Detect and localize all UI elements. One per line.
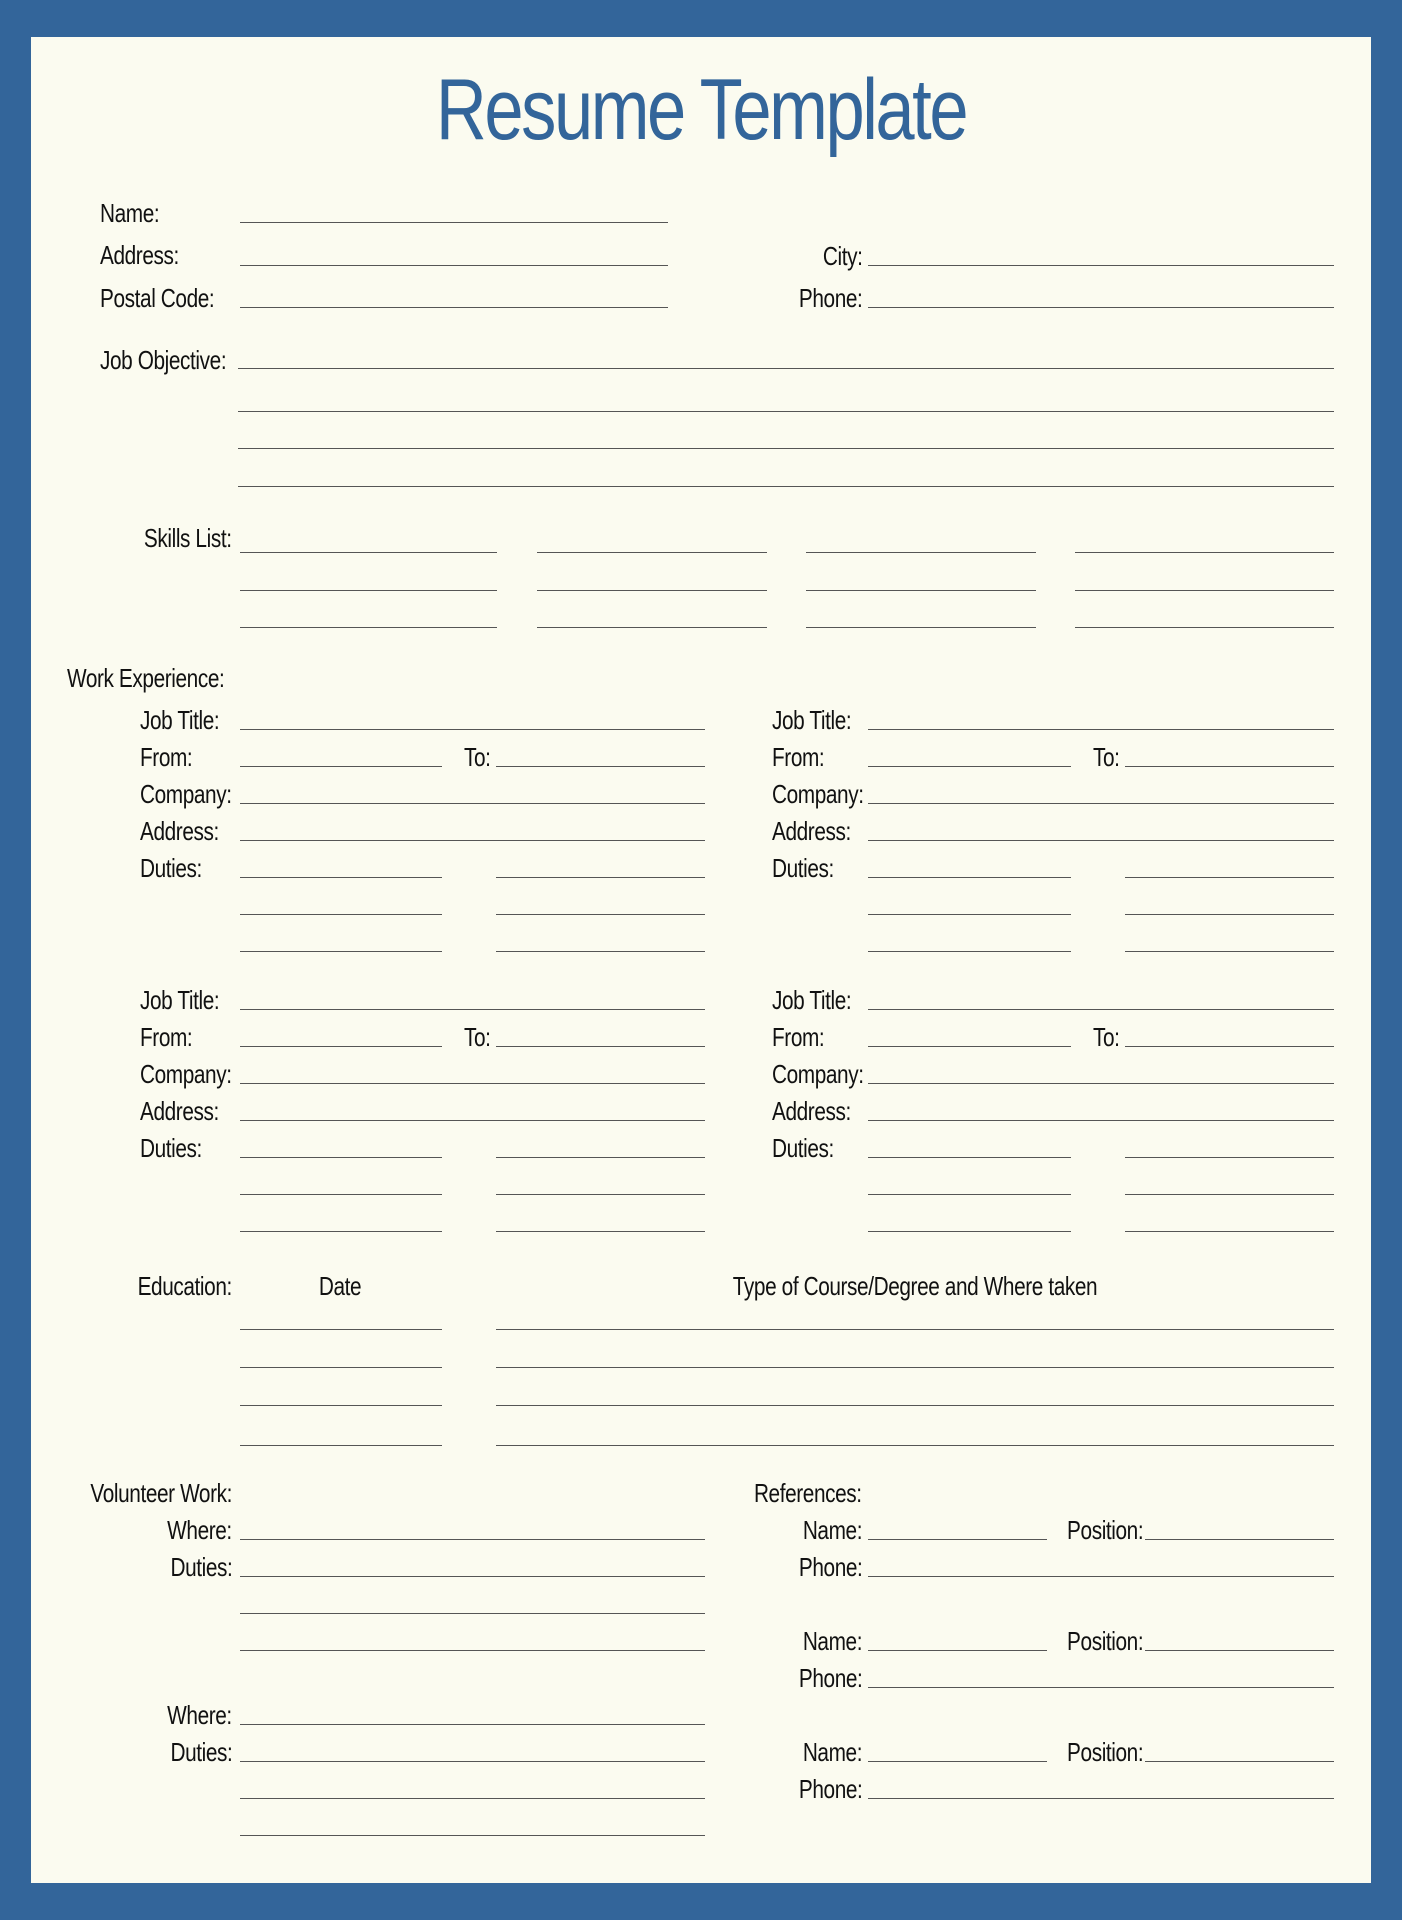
postal-code-field[interactable] bbox=[240, 307, 668, 308]
duties-label: Duties: bbox=[140, 1133, 202, 1163]
skills-list-label: Skills List: bbox=[144, 523, 232, 553]
reference-position-label: Position: bbox=[1066, 1626, 1143, 1656]
city-field[interactable] bbox=[868, 265, 1334, 266]
duties-field[interactable] bbox=[868, 1157, 1071, 1158]
to-label: To: bbox=[464, 742, 491, 772]
to-label: To: bbox=[1093, 1022, 1120, 1052]
duties-field[interactable] bbox=[240, 1157, 442, 1158]
reference-name-label: Name: bbox=[802, 1626, 862, 1656]
from-label: From: bbox=[772, 742, 825, 772]
volunteer-duties-field[interactable] bbox=[240, 1835, 705, 1836]
duties-field[interactable] bbox=[240, 877, 442, 878]
address-label: Address: bbox=[100, 240, 179, 270]
resume-sheet bbox=[31, 37, 1371, 1883]
duties-field[interactable] bbox=[496, 1157, 705, 1158]
duties-field[interactable] bbox=[240, 1231, 442, 1232]
company-field[interactable] bbox=[240, 1083, 705, 1084]
volunteer-duties-field[interactable] bbox=[240, 1613, 705, 1614]
skill-field[interactable] bbox=[537, 627, 767, 628]
job-title-field[interactable] bbox=[240, 729, 705, 730]
education-course-header: Type of Course/Degree and Where taken bbox=[732, 1271, 1098, 1301]
job-title-label: Job Title: bbox=[140, 705, 220, 735]
education-date-field[interactable] bbox=[240, 1329, 442, 1330]
duties-field[interactable] bbox=[496, 1231, 705, 1232]
reference-position-field[interactable] bbox=[1145, 1650, 1334, 1651]
company-label: Company: bbox=[772, 779, 864, 809]
to-field[interactable] bbox=[1125, 766, 1334, 767]
skill-field[interactable] bbox=[537, 590, 767, 591]
duties-label: Duties: bbox=[772, 853, 834, 883]
where-field[interactable] bbox=[240, 1724, 705, 1725]
company-label: Company: bbox=[140, 779, 232, 809]
education-date-header: Date bbox=[318, 1271, 362, 1301]
reference-name-label: Name: bbox=[802, 1737, 862, 1767]
job-title-field[interactable] bbox=[868, 729, 1334, 730]
education-course-field[interactable] bbox=[496, 1445, 1334, 1446]
volunteer-duties-field[interactable] bbox=[240, 1576, 705, 1577]
education-date-field[interactable] bbox=[240, 1445, 442, 1446]
skill-field[interactable] bbox=[240, 627, 497, 628]
from-label: From: bbox=[140, 1022, 193, 1052]
where-label: Where: bbox=[167, 1700, 232, 1730]
education-course-field[interactable] bbox=[496, 1329, 1334, 1330]
skill-field[interactable] bbox=[240, 590, 497, 591]
from-field[interactable] bbox=[240, 766, 442, 767]
where-label: Where: bbox=[167, 1515, 232, 1545]
skill-field[interactable] bbox=[1075, 552, 1334, 553]
skill-field[interactable] bbox=[806, 627, 1036, 628]
from-field[interactable] bbox=[868, 766, 1071, 767]
volunteer-duties-field[interactable] bbox=[240, 1761, 705, 1762]
company-label: Company: bbox=[140, 1059, 232, 1089]
skill-field[interactable] bbox=[1075, 627, 1334, 628]
reference-position-field[interactable] bbox=[1145, 1761, 1334, 1762]
duties-field[interactable] bbox=[1125, 1194, 1334, 1195]
job-title-label: Job Title: bbox=[140, 985, 220, 1015]
duties-field[interactable] bbox=[868, 951, 1071, 952]
address-field[interactable] bbox=[240, 265, 668, 266]
job-objective-label: Job Objective: bbox=[100, 345, 227, 375]
to-label: To: bbox=[1093, 742, 1120, 772]
job-address-label: Address: bbox=[140, 816, 219, 846]
job-address-label: Address: bbox=[772, 816, 851, 846]
duties-field[interactable] bbox=[868, 877, 1071, 878]
job-title-label: Job Title: bbox=[772, 985, 852, 1015]
page-title: Resume Template bbox=[435, 62, 967, 158]
job-title-field[interactable] bbox=[240, 1009, 705, 1010]
duties-label: Duties: bbox=[772, 1133, 834, 1163]
volunteer-duties-label: Duties: bbox=[170, 1737, 232, 1767]
job-address-field[interactable] bbox=[868, 1120, 1334, 1121]
to-field[interactable] bbox=[1125, 1046, 1334, 1047]
duties-field[interactable] bbox=[868, 1194, 1071, 1195]
education-date-field[interactable] bbox=[240, 1367, 442, 1368]
company-field[interactable] bbox=[868, 803, 1334, 804]
duties-field[interactable] bbox=[1125, 1157, 1334, 1158]
reference-phone-field[interactable] bbox=[868, 1687, 1334, 1688]
volunteer-duties-field[interactable] bbox=[240, 1798, 705, 1799]
reference-phone-field[interactable] bbox=[868, 1576, 1334, 1577]
reference-phone-label: Phone: bbox=[798, 1663, 862, 1693]
duties-field[interactable] bbox=[496, 1194, 705, 1195]
duties-field[interactable] bbox=[1125, 914, 1334, 915]
reference-position-label: Position: bbox=[1066, 1515, 1143, 1545]
reference-phone-field[interactable] bbox=[868, 1798, 1334, 1799]
duties-field[interactable] bbox=[868, 1231, 1071, 1232]
reference-position-label: Position: bbox=[1066, 1737, 1143, 1767]
reference-position-field[interactable] bbox=[1145, 1539, 1334, 1540]
reference-phone-label: Phone: bbox=[798, 1552, 862, 1582]
volunteer-duties-field[interactable] bbox=[240, 1650, 705, 1651]
references-label: References: bbox=[754, 1478, 862, 1508]
postal-code-label: Postal Code: bbox=[100, 283, 215, 313]
from-field[interactable] bbox=[240, 1046, 442, 1047]
company-label: Company: bbox=[772, 1059, 864, 1089]
from-label: From: bbox=[140, 742, 193, 772]
to-field[interactable] bbox=[496, 1046, 705, 1047]
skill-field[interactable] bbox=[240, 552, 497, 553]
work-experience-label: Work Experience: bbox=[67, 663, 225, 693]
job-objective-line[interactable] bbox=[238, 486, 1334, 487]
company-field[interactable] bbox=[868, 1083, 1334, 1084]
phone-field[interactable] bbox=[868, 307, 1334, 308]
duties-field[interactable] bbox=[496, 951, 705, 952]
volunteer-work-label: Volunteer Work: bbox=[90, 1478, 232, 1508]
job-objective-line[interactable] bbox=[238, 368, 1334, 369]
city-label: City: bbox=[822, 241, 862, 271]
duties-field[interactable] bbox=[240, 951, 442, 952]
from-label: From: bbox=[772, 1022, 825, 1052]
name-field[interactable] bbox=[240, 222, 668, 223]
education-label: Education: bbox=[137, 1271, 232, 1301]
job-address-field[interactable] bbox=[868, 840, 1334, 841]
to-field[interactable] bbox=[496, 766, 705, 767]
skill-field[interactable] bbox=[806, 590, 1036, 591]
duties-field[interactable] bbox=[1125, 1231, 1334, 1232]
company-field[interactable] bbox=[240, 803, 705, 804]
job-title-field[interactable] bbox=[868, 1009, 1334, 1010]
education-course-field[interactable] bbox=[496, 1405, 1334, 1406]
job-address-label: Address: bbox=[772, 1096, 851, 1126]
skill-field[interactable] bbox=[806, 552, 1036, 553]
duties-label: Duties: bbox=[140, 853, 202, 883]
phone-label: Phone: bbox=[798, 283, 862, 313]
job-address-field[interactable] bbox=[240, 1120, 705, 1121]
name-label: Name: bbox=[100, 198, 160, 228]
where-field[interactable] bbox=[240, 1539, 705, 1540]
reference-name-field[interactable] bbox=[868, 1650, 1047, 1651]
duties-field[interactable] bbox=[240, 914, 442, 915]
duties-field[interactable] bbox=[1125, 951, 1334, 952]
volunteer-duties-label: Duties: bbox=[170, 1552, 232, 1582]
job-address-label: Address: bbox=[140, 1096, 219, 1126]
reference-phone-label: Phone: bbox=[798, 1774, 862, 1804]
job-title-label: Job Title: bbox=[772, 705, 852, 735]
duties-field[interactable] bbox=[240, 1194, 442, 1195]
job-objective-line[interactable] bbox=[238, 411, 1334, 412]
skill-field[interactable] bbox=[537, 552, 767, 553]
duties-field[interactable] bbox=[868, 914, 1071, 915]
duties-field[interactable] bbox=[496, 914, 705, 915]
duties-field[interactable] bbox=[496, 877, 705, 878]
from-field[interactable] bbox=[868, 1046, 1071, 1047]
duties-field[interactable] bbox=[1125, 877, 1334, 878]
reference-name-label: Name: bbox=[802, 1515, 862, 1545]
job-objective-line[interactable] bbox=[238, 448, 1334, 449]
reference-name-field[interactable] bbox=[868, 1761, 1047, 1762]
education-course-field[interactable] bbox=[496, 1367, 1334, 1368]
reference-name-field[interactable] bbox=[868, 1539, 1047, 1540]
education-date-field[interactable] bbox=[240, 1405, 442, 1406]
job-address-field[interactable] bbox=[240, 840, 705, 841]
skill-field[interactable] bbox=[1075, 590, 1334, 591]
to-label: To: bbox=[464, 1022, 491, 1052]
